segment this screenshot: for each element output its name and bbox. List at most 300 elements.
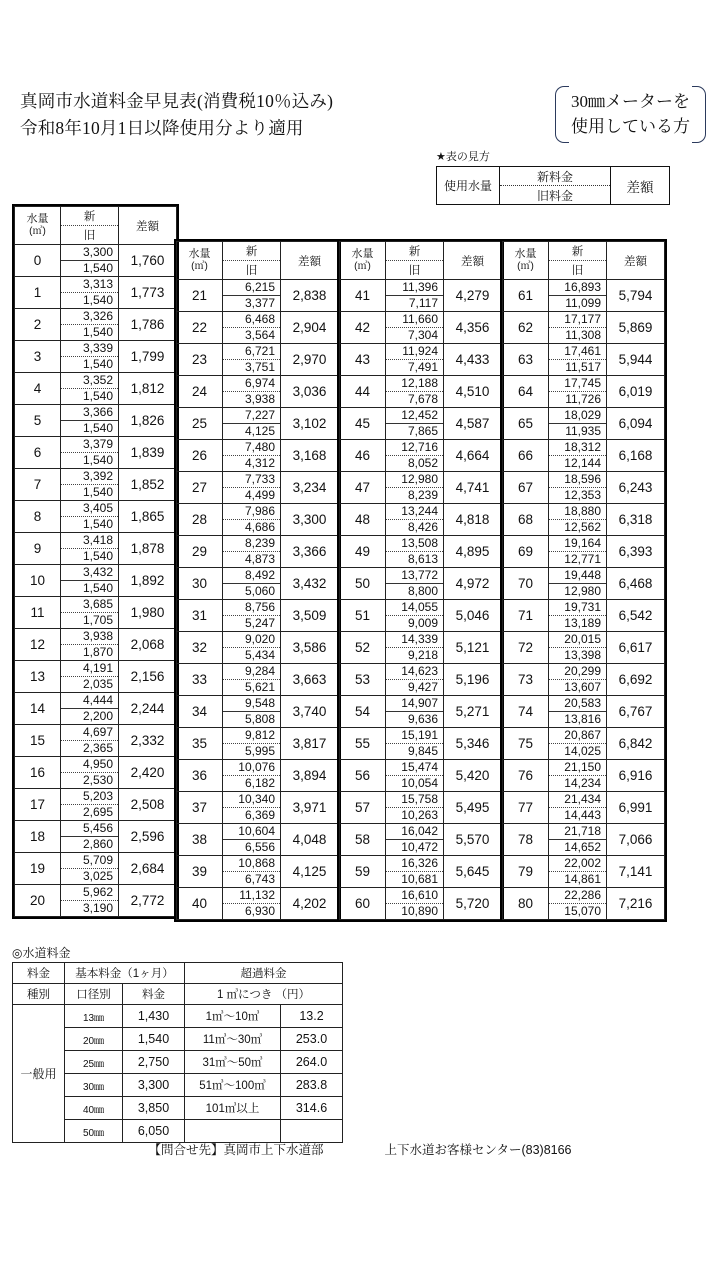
cell-difference: 5,121 — [444, 632, 502, 664]
cell-volume: 49 — [340, 536, 386, 568]
cell-difference: 5,196 — [444, 664, 502, 696]
cell-new-rate: 7,986 — [223, 504, 280, 520]
cell-difference: 7,141 — [607, 856, 665, 888]
cell-rates — [549, 472, 607, 504]
cell-new-rate: 7,480 — [223, 440, 280, 456]
cell-new-rate: 13,508 — [386, 536, 443, 552]
fee-header-row-1 — [13, 963, 343, 984]
bracket-right-icon — [692, 86, 706, 143]
cell-old-rate: 5,995 — [244, 744, 275, 758]
table-row — [503, 312, 665, 344]
cell-rates — [386, 344, 444, 376]
cell-new-rate: 16,326 — [386, 856, 443, 872]
cell-volume: 18 — [15, 821, 61, 853]
cell-volume: 78 — [503, 824, 549, 856]
cell-rates — [61, 309, 119, 341]
cell-volume: 71 — [503, 600, 549, 632]
cell-volume: 26 — [177, 440, 223, 472]
cell-difference: 4,279 — [444, 280, 502, 312]
cell-new-rate: 8,756 — [223, 600, 280, 616]
table-row — [503, 376, 665, 408]
cell-volume: 16 — [15, 757, 61, 789]
cell-difference: 7,216 — [607, 888, 665, 920]
title-line-2: 令和8年10月1日以降使用分より適用 — [20, 118, 304, 138]
cell-difference: 1,812 — [119, 373, 177, 405]
table-row — [15, 309, 177, 341]
cell-rates — [223, 344, 281, 376]
cell-old-rate: 11,517 — [565, 360, 601, 374]
table-row — [503, 408, 665, 440]
cell-new-rate: 20,015 — [549, 632, 606, 648]
cell-volume: 17 — [15, 789, 61, 821]
cell-volume: 70 — [503, 568, 549, 600]
cell-rates — [549, 632, 607, 664]
fee-row — [13, 1005, 343, 1028]
table-row — [340, 760, 502, 792]
cell-old-rate: 4,686 — [244, 520, 275, 534]
table-row — [340, 888, 502, 920]
fee-excess-range: 1㎥～10㎥ — [185, 1005, 281, 1028]
header-new-rate: 新 — [549, 242, 607, 261]
cell-rates — [61, 757, 119, 789]
cell-old-rate: 5,434 — [244, 648, 275, 662]
cell-new-rate: 5,709 — [61, 853, 118, 869]
table-row — [177, 440, 339, 472]
cell-difference: 6,692 — [607, 664, 665, 696]
header-difference: 差額 — [607, 242, 665, 280]
cell-new-rate: 17,177 — [549, 312, 606, 328]
cell-new-rate: 22,286 — [549, 888, 606, 904]
cell-new-rate: 14,907 — [386, 696, 443, 712]
cell-volume: 23 — [177, 344, 223, 376]
cell-difference: 5,420 — [444, 760, 502, 792]
cell-volume: 20 — [15, 885, 61, 917]
cell-difference: 3,971 — [281, 792, 339, 824]
cell-new-rate: 3,339 — [61, 341, 118, 357]
cell-difference: 1,839 — [119, 437, 177, 469]
cell-rates — [61, 565, 119, 597]
cell-difference: 5,720 — [444, 888, 502, 920]
cell-rates — [223, 632, 281, 664]
cell-difference: 1,865 — [119, 501, 177, 533]
cell-volume: 14 — [15, 693, 61, 725]
table-row — [177, 312, 339, 344]
cell-volume: 61 — [503, 280, 549, 312]
cell-new-rate: 17,745 — [549, 376, 606, 392]
cell-difference: 3,586 — [281, 632, 339, 664]
cell-old-rate: 7,491 — [407, 360, 438, 374]
cell-new-rate: 22,002 — [549, 856, 606, 872]
cell-rates — [223, 408, 281, 440]
rate-block-1 — [174, 239, 341, 922]
cell-old-rate: 2,200 — [82, 709, 113, 723]
cell-volume: 32 — [177, 632, 223, 664]
cell-old-rate: 11,726 — [565, 392, 601, 406]
cell-new-rate: 3,938 — [61, 629, 118, 645]
cell-rates — [549, 600, 607, 632]
fee-diameter: 20㎜ — [65, 1028, 123, 1051]
cell-difference: 2,596 — [119, 821, 177, 853]
table-row — [15, 629, 177, 661]
cell-difference: 4,048 — [281, 824, 339, 856]
legend-label: ★表の見方 — [436, 151, 490, 163]
cell-difference: 6,468 — [607, 568, 665, 600]
cell-volume: 30 — [177, 568, 223, 600]
cell-new-rate: 6,974 — [223, 376, 280, 392]
cell-difference: 6,991 — [607, 792, 665, 824]
footer-center: 上下水道お客様センター(83)8166 — [384, 1143, 572, 1157]
table-row — [503, 344, 665, 376]
cell-volume: 64 — [503, 376, 549, 408]
cell-rates — [223, 504, 281, 536]
cell-rates — [549, 728, 607, 760]
cell-old-rate: 3,564 — [244, 328, 275, 342]
cell-old-rate: 13,398 — [564, 648, 601, 662]
cell-volume: 52 — [340, 632, 386, 664]
page-title — [20, 88, 333, 142]
cell-volume: 45 — [340, 408, 386, 440]
fee-header-kind2: 種別 — [13, 984, 65, 1005]
cell-volume: 54 — [340, 696, 386, 728]
table-row — [177, 568, 339, 600]
cell-rates — [61, 661, 119, 693]
cell-old-rate: 4,312 — [244, 456, 275, 470]
cell-old-rate: 9,427 — [407, 680, 438, 694]
cell-rates — [386, 664, 444, 696]
fee-header-excess-unit: 1 ㎥につき （円） — [185, 984, 343, 1005]
table-row — [177, 504, 339, 536]
cell-volume: 72 — [503, 632, 549, 664]
cell-new-rate: 21,150 — [549, 760, 606, 776]
table-row — [177, 664, 339, 696]
fee-excess-unit: 314.6 — [281, 1097, 343, 1120]
table-row — [340, 664, 502, 696]
cell-new-rate: 15,474 — [386, 760, 443, 776]
cell-new-rate: 15,191 — [386, 728, 443, 744]
table-row — [503, 728, 665, 760]
cell-old-rate: 11,308 — [565, 328, 601, 342]
cell-difference: 2,684 — [119, 853, 177, 885]
cell-new-rate: 20,299 — [549, 664, 606, 680]
cell-volume: 12 — [15, 629, 61, 661]
cell-difference: 2,420 — [119, 757, 177, 789]
table-row — [340, 632, 502, 664]
cell-volume: 74 — [503, 696, 549, 728]
rate-header-row — [15, 207, 177, 226]
cell-old-rate: 10,472 — [401, 840, 438, 854]
rate-header-row — [177, 242, 339, 261]
cell-volume: 5 — [15, 405, 61, 437]
table-row — [503, 440, 665, 472]
table-row — [177, 728, 339, 760]
cell-new-rate: 16,893 — [549, 280, 606, 296]
cell-new-rate: 3,366 — [61, 405, 118, 421]
cell-old-rate: 1,540 — [82, 453, 113, 467]
cell-volume: 15 — [15, 725, 61, 757]
cell-difference: 3,509 — [281, 600, 339, 632]
cell-difference: 4,895 — [444, 536, 502, 568]
table-row — [503, 472, 665, 504]
cell-old-rate: 6,182 — [244, 776, 275, 790]
cell-rates — [549, 408, 607, 440]
cell-difference: 6,318 — [607, 504, 665, 536]
cell-rates — [549, 856, 607, 888]
cell-volume: 42 — [340, 312, 386, 344]
table-row — [340, 728, 502, 760]
cell-volume: 0 — [15, 245, 61, 277]
cell-volume: 25 — [177, 408, 223, 440]
fee-price: 1,540 — [123, 1028, 185, 1051]
cell-new-rate: 3,326 — [61, 309, 118, 325]
cell-new-rate: 6,468 — [223, 312, 280, 328]
cell-new-rate: 5,456 — [61, 821, 118, 837]
cell-new-rate: 16,042 — [386, 824, 443, 840]
cell-difference: 6,842 — [607, 728, 665, 760]
cell-volume: 19 — [15, 853, 61, 885]
cell-difference: 1,878 — [119, 533, 177, 565]
cell-rates — [61, 853, 119, 885]
header-new-rate: 新 — [386, 242, 444, 261]
cell-old-rate: 7,304 — [407, 328, 438, 342]
cell-rates — [61, 629, 119, 661]
cell-rates — [386, 376, 444, 408]
cell-new-rate: 14,623 — [386, 664, 443, 680]
fee-diameter: 13㎜ — [65, 1005, 123, 1028]
cell-rates — [223, 664, 281, 696]
cell-rates — [223, 760, 281, 792]
cell-volume: 47 — [340, 472, 386, 504]
fee-diameter: 25㎜ — [65, 1051, 123, 1074]
cell-new-rate: 12,980 — [386, 472, 443, 488]
cell-rates — [223, 312, 281, 344]
table-row — [503, 696, 665, 728]
fee-table-wrap — [12, 962, 343, 1143]
table-row — [15, 533, 177, 565]
table-row — [15, 277, 177, 309]
cell-old-rate: 2,365 — [82, 741, 113, 755]
cell-volume: 75 — [503, 728, 549, 760]
cell-rates — [386, 440, 444, 472]
cell-new-rate: 11,132 — [223, 888, 280, 904]
cell-new-rate: 6,721 — [223, 344, 280, 360]
cell-old-rate: 12,353 — [564, 488, 601, 502]
cell-volume: 46 — [340, 440, 386, 472]
cell-volume: 11 — [15, 597, 61, 629]
header-difference: 差額 — [281, 242, 339, 280]
table-row — [15, 757, 177, 789]
table-row — [177, 792, 339, 824]
cell-new-rate: 3,418 — [61, 533, 118, 549]
table-row — [503, 568, 665, 600]
cell-difference: 1,799 — [119, 341, 177, 373]
fee-excess-unit: 283.8 — [281, 1074, 343, 1097]
cell-old-rate: 3,938 — [244, 392, 275, 406]
cell-rates — [386, 760, 444, 792]
cell-difference: 5,944 — [607, 344, 665, 376]
cell-rates — [386, 696, 444, 728]
table-row — [340, 536, 502, 568]
cell-difference: 1,773 — [119, 277, 177, 309]
cell-volume: 39 — [177, 856, 223, 888]
fee-diameter: 30㎜ — [65, 1074, 123, 1097]
cell-old-rate: 9,218 — [407, 648, 438, 662]
meter-size-note — [555, 86, 706, 143]
cell-difference: 4,356 — [444, 312, 502, 344]
cell-volume: 13 — [15, 661, 61, 693]
cell-new-rate: 3,392 — [61, 469, 118, 485]
cell-difference: 1,760 — [119, 245, 177, 277]
cell-rates — [61, 789, 119, 821]
cell-rates — [549, 664, 607, 696]
cell-new-rate: 3,432 — [61, 565, 118, 581]
cell-rates — [223, 280, 281, 312]
cell-volume: 27 — [177, 472, 223, 504]
fee-excess-unit: 264.0 — [281, 1051, 343, 1074]
table-row — [340, 568, 502, 600]
cell-difference: 1,980 — [119, 597, 177, 629]
cell-volume: 9 — [15, 533, 61, 565]
cell-old-rate: 5,621 — [244, 680, 275, 694]
cell-difference: 4,818 — [444, 504, 502, 536]
cell-rates — [61, 405, 119, 437]
meter-note-line-2: 使用している方 — [571, 117, 690, 136]
cell-new-rate: 13,772 — [386, 568, 443, 584]
cell-volume: 24 — [177, 376, 223, 408]
cell-volume: 60 — [340, 888, 386, 920]
cell-rates — [61, 725, 119, 757]
cell-volume: 37 — [177, 792, 223, 824]
cell-rates — [223, 376, 281, 408]
cell-volume: 63 — [503, 344, 549, 376]
cell-difference: 3,663 — [281, 664, 339, 696]
cell-difference: 4,433 — [444, 344, 502, 376]
table-row — [15, 661, 177, 693]
table-row — [340, 856, 502, 888]
cell-difference: 2,068 — [119, 629, 177, 661]
cell-new-rate: 4,950 — [61, 757, 118, 773]
cell-rates — [549, 888, 607, 920]
cell-difference: 6,019 — [607, 376, 665, 408]
footer-contact: 【問合せ先】真岡市上下水道部 — [148, 1143, 324, 1157]
cell-old-rate: 14,025 — [564, 744, 601, 758]
cell-old-rate: 13,607 — [564, 680, 601, 694]
cell-old-rate: 1,540 — [82, 549, 113, 563]
header-volume: 水量 (㎥) — [503, 242, 549, 280]
cell-old-rate: 3,190 — [82, 901, 113, 915]
cell-new-rate: 9,020 — [223, 632, 280, 648]
legend-old-rate: 旧料金 — [500, 186, 611, 205]
cell-old-rate: 1,540 — [82, 421, 113, 435]
cell-new-rate: 14,055 — [386, 600, 443, 616]
cell-rates — [61, 693, 119, 725]
cell-difference: 5,346 — [444, 728, 502, 760]
cell-new-rate: 10,868 — [223, 856, 280, 872]
cell-volume: 68 — [503, 504, 549, 536]
table-row — [15, 789, 177, 821]
cell-rates — [549, 440, 607, 472]
cell-new-rate: 21,718 — [549, 824, 606, 840]
cell-rates — [386, 568, 444, 600]
cell-difference: 6,094 — [607, 408, 665, 440]
cell-difference: 3,168 — [281, 440, 339, 472]
table-row — [177, 696, 339, 728]
cell-old-rate: 6,930 — [244, 904, 275, 918]
cell-rates — [386, 792, 444, 824]
cell-difference: 5,794 — [607, 280, 665, 312]
cell-old-rate: 2,695 — [82, 805, 113, 819]
fee-excess-range: 101㎥以上 — [185, 1097, 281, 1120]
table-row — [15, 405, 177, 437]
table-row — [177, 888, 339, 920]
cell-old-rate: 7,117 — [408, 296, 438, 310]
cell-volume: 80 — [503, 888, 549, 920]
cell-difference: 6,168 — [607, 440, 665, 472]
cell-volume: 69 — [503, 536, 549, 568]
fee-excess-unit: 253.0 — [281, 1028, 343, 1051]
cell-new-rate: 12,188 — [386, 376, 443, 392]
cell-old-rate: 8,800 — [407, 584, 438, 598]
cell-new-rate: 11,396 — [386, 280, 443, 296]
table-row — [340, 344, 502, 376]
header-volume: 水量 (㎥) — [340, 242, 386, 280]
cell-old-rate: 6,369 — [244, 808, 275, 822]
cell-volume: 38 — [177, 824, 223, 856]
cell-rates — [549, 792, 607, 824]
cell-new-rate: 10,340 — [223, 792, 280, 808]
fee-header-kind: 料金 — [13, 963, 65, 984]
cell-difference: 2,772 — [119, 885, 177, 917]
cell-old-rate: 10,681 — [401, 872, 438, 886]
cell-volume: 48 — [340, 504, 386, 536]
cell-rates — [223, 888, 281, 920]
cell-new-rate: 4,444 — [61, 693, 118, 709]
cell-new-rate: 11,660 — [386, 312, 443, 328]
fee-header-price: 料金 — [123, 984, 185, 1005]
header-volume: 水量 (㎥) — [177, 242, 223, 280]
cell-difference: 3,234 — [281, 472, 339, 504]
cell-new-rate: 9,284 — [223, 664, 280, 680]
rate-block-2 — [337, 239, 504, 922]
rate-header-row — [340, 242, 502, 261]
table-row — [503, 792, 665, 824]
table-row — [340, 312, 502, 344]
cell-rates — [223, 600, 281, 632]
cell-rates — [386, 856, 444, 888]
table-row — [340, 792, 502, 824]
cell-rates — [223, 824, 281, 856]
cell-rates — [223, 792, 281, 824]
cell-old-rate: 2,530 — [82, 773, 113, 787]
cell-difference: 7,066 — [607, 824, 665, 856]
cell-difference: 1,892 — [119, 565, 177, 597]
fee-price: 6,050 — [123, 1120, 185, 1143]
cell-old-rate: 12,980 — [564, 584, 601, 598]
cell-new-rate: 21,434 — [549, 792, 606, 808]
cell-old-rate: 3,751 — [244, 360, 275, 374]
cell-difference: 2,332 — [119, 725, 177, 757]
cell-old-rate: 1,540 — [82, 389, 113, 403]
cell-rates — [549, 824, 607, 856]
cell-old-rate: 14,234 — [564, 776, 601, 790]
cell-volume: 8 — [15, 501, 61, 533]
legend-usage: 使用水量 — [437, 167, 500, 205]
cell-new-rate: 19,164 — [549, 536, 606, 552]
header-difference: 差額 — [444, 242, 502, 280]
table-row — [340, 376, 502, 408]
cell-old-rate: 1,540 — [82, 357, 113, 371]
cell-difference: 2,904 — [281, 312, 339, 344]
cell-volume: 34 — [177, 696, 223, 728]
